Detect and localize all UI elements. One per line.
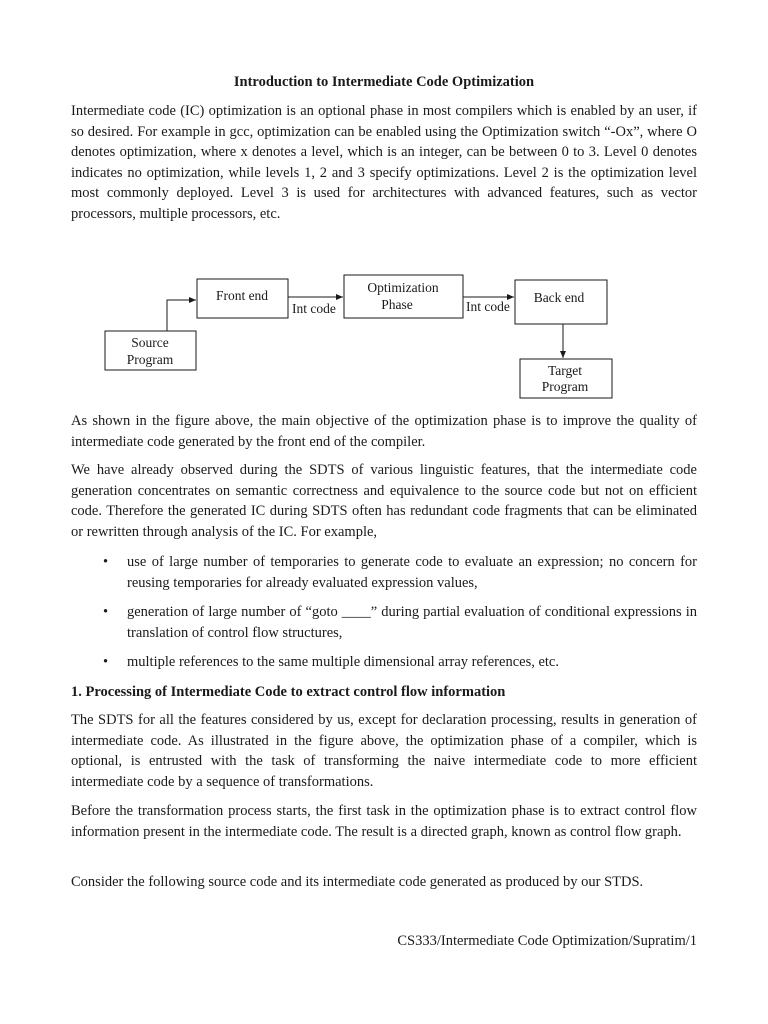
front-end-label: Front end [215,288,269,303]
section1-paragraph-1: The SDTS for all the features considered by us, except for declaration processing, results in generation of intermediate code. As illustrated in the figure above, the optimization phase of a compiler, which is optional, is entrusted with the task of transforming the naive intermediate code to more efficient intermediate code by a sequence of transformations. [71,712,697,790]
source-program-label-line2: Program [126,352,174,367]
target-program-label-line2: Program [541,379,589,394]
intro-paragraph: Intermediate code (IC) optimization is an optional phase in most compilers which is enabled by an user, if so desired. For example in gcc, optimization can be enabled using the Optimization switch “-Ox”, where O denotes optimization, where x denotes a level, which is an integer, can be between 0 to 3. Level 0 denotes indicates no optimization, while levels 1, 2 and 3 specify optimizations. Level 2 is the optimization level most commonly deployed. Level 3 is used for architectures with advanced features, such as vector processors, multiple processors, etc. [71,103,697,222]
compiler-phases-diagram [71,0,697,410]
list-item-text: use of large number of temporaries to generate code to evaluate an expression; no concern for reusing temporaries for already evaluated expression values, [127,554,697,591]
sdts-paragraph: We have already observed during the SDTS of various linguistic features, that the intermediate code generation concentrates on semantic correctness and equivalence to the source code but not on efficient code. Therefore the generated IC during SDTS often has redundant code fragments that can be eliminated or rewritten through analysis of the IC. For example, [71,462,697,540]
list-item-text: generation of large number of “goto ____” during partial evaluation of conditional expressions in translation of control flow structures, [127,604,697,641]
back-end-box [515,280,607,324]
optimization-phase-label-line2: Phase [381,297,413,312]
optimization-phase-box [344,275,463,318]
source-program-label-line1: Source [131,335,169,350]
list-item [71,652,697,673]
list-item [71,602,697,643]
section1-paragraph-2: Before the transformation process starts, the first task in the optimization phase is to extract control flow information present in the intermediate code. The result is a directed graph, known as control flow graph. [71,803,697,840]
bullet-marker: • [103,654,109,671]
section1-paragraph-3: Consider the following source code and its intermediate code generated as produced by our STDS. [71,874,644,890]
source-program-box [105,331,196,370]
objective-paragraph: As shown in the figure above, the main objective of the optimization phase is to improve the quality of intermediate code generated by the front end of the compiler. [71,413,697,450]
target-program-box [520,359,612,398]
page-footer: CS333/Intermediate Code Optimization/Supratim/1 [397,933,697,949]
target-program-label-line1: Target [547,363,583,378]
redundancy-examples-list [71,552,697,682]
section-heading: 1. Processing of Intermediate Code to extract control flow information [71,684,506,700]
list-item-text: multiple references to the same multiple dimensional array references, etc. [127,654,559,671]
optimization-phase-label-line1: Optimization [367,280,439,295]
document-title: Introduction to Intermediate Code Optimization [233,74,535,90]
edge-label-int-code-1: Int code [292,301,336,316]
front-end-box [197,279,288,318]
list-item [71,552,697,593]
edge-source-to-frontend [167,300,196,331]
back-end-label: Back end [533,290,585,305]
bullet-marker: • [103,604,109,621]
bullet-marker: • [103,554,109,570]
edge-label-int-code-2: Int code [466,299,510,314]
